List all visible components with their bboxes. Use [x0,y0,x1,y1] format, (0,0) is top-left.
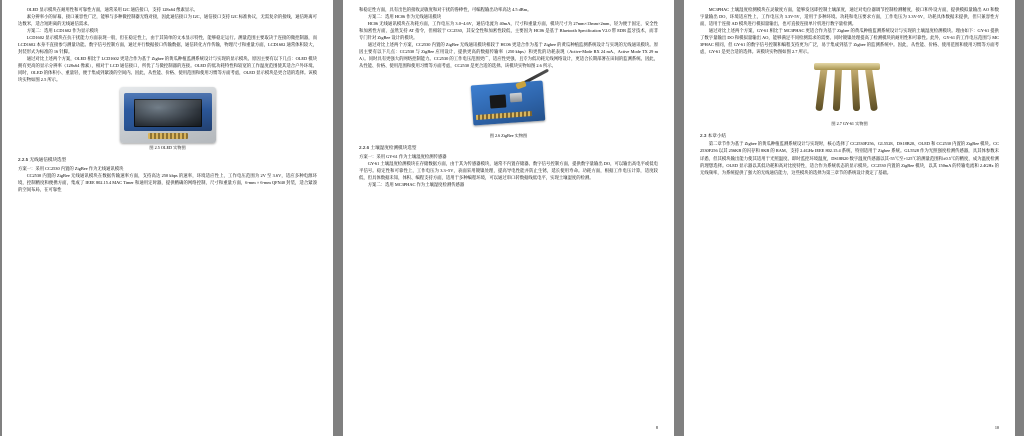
paragraph: 和稳定性方面，具有出色的接收灵敏度和对干扰的鲁棒性，可编程输出功率高达 4.5 dBm。 [359,7,532,12]
paragraph: CC2530 内置的 ZigBee 无线通讯模块在数据传输速率方面，支持高达 250 kbps 的速率，环境适应性上，工作电压范围为 2V 至 3.6V，适应多种电源环境，控制精度和便携方面，集成了 IEEE 802.15.4 MAC Timer 和通用定时器，提供精确的网络控制，尺寸和重量方面，6-mm × 6-mm QFN40 封装，适合紧凑的空间布局，在可靠性 [18,172,317,192]
paragraph: LCD1602 显示模块在抗干扰能力方面表现一般，但在稳定性上，由于其简单的文本显示特性，能够稳定运行。测量范围主要取决于连接的微控制器，而 LCD1602 本身不直接参与测量功能。数字信号控制方面，通过并行数据接口传输数据，通信转化方作传输，物理尺寸和重量方面，LCD1602 通常体积较大，封装形式为标准的 16 针脚。 [18,35,317,55]
paragraph: MC3PHAC 土壤湿度检测模块在灵敏度方面，能够发送即控制土壤深度，通过对电位器调节控制检测精度，接口和外设方面，提供模拟量输出 AO 和数字量输出 DO，环境适应性上，工作电压为 3.3V-5V，适用于多种环境。功耗和电压要求方面，工作电压为 3.3V-5V，功耗具体数据未提供，但只兼容性方面，适用于连接 AD 模块进行模拟量输出，也可直接连接单片机进行数字量检测。 [700,7,999,27]
paragraph: 方案二：选用 HC06 作为无线通讯模块 [367,14,442,20]
probe-spike [865,69,878,112]
figure-oled [18,87,317,152]
gy61-probe-photo [800,59,900,119]
section-heading: 2.3 本章小结 [700,133,727,139]
page-number: 8 [655,425,658,431]
paragraph: 通过对比上述两个方案，CC2530 内置的 ZigBee 无线通讯模块相较于 HC06 更适合作为基于 Zigbee 的黄瓜种植监测系统设计与实现的无线通讯模块。原因主要有以下几点：CC2530 与 ZigBee 应用设计，提供更高的数据传输率（250 kbps）和更优的功耗表现（Active-Mode RX 24 mA、Active Mode TX 29 mA）。同时具有更强大的网络控制能力。CC2530 的工作电压范围更广，适应性更强，且专为低功耗无线网络设计，更适合长期部署在田间的监测系统。因此，从性能、价格、使用范围和使用习惯等方面考虑，CC2530 是更合适的选择。该模块实物如图 2.6 所示。 [359,42,658,69]
oled-module-photo [120,87,216,143]
zigbee-module-photo [464,73,554,131]
figure-caption: 图 2.6 ZigBee 实物图 [489,133,528,139]
figure-caption: 图 2.5 OLED 实物图 [149,145,186,151]
document-page-3 [684,0,1015,436]
paragraph: 通过对比上述两个方案，OLED 相比于 LCD1602 更适合作为基于 Zigbee 的黄瓜种植监测系统设计与实现的显示模块。原因主要有以下几点：OLED 模块拥有更高的显示分辨率（128x64 像素），相对于 LCD 通信接口，所优了与微控制器的连接。OLED 的低功耗特性和较宽的工作温度范围使其适合户外环境。同时，OLED 的体积小、重量轻，便于集成到紧凑的空间内。因此，从性能、价格、使用范围和使用习惯等方面考虑，OLED 显示模块是更合适的选择。该模块实物如图 2.5 所示。 [18,56,317,83]
probe-spike [815,67,827,112]
paragraph: GY-61 土壤湿度检测模块在存储数据方面，由于其为传感器模块，通常不内置存储器。数字信号控制方面，提供数字量输出 DO，可以输出高电平或低电平信号。稳定性和可靠性上，工作电压为 3.3~5V，表面采用镀镍处理，提高导电性能并防止生锈，延长使用寿命。功耗方面，根据工作电压计算，适度较低，但具体数据未知，体积、编程支持方面，适用于多种编程环境，可以通过串口转数据线低电平，实现土壤湿度的检测。 [359,160,658,180]
page-number: 10 [994,425,999,431]
section-heading: 2.2.5 无线通信模块选型 [18,157,67,163]
paragraph: 素分辨率小的屏幕，接口兼容性广泛，能够与多种微控制器无缝对接，因此通信接口为 I2C，通信接口支持 I2C 标准协议，无需复杂的接线，通信距离可达数米，适合短距离的无线通信需求。 [18,14,317,27]
document-page-1 [2,0,333,436]
paragraph: OLED 显示模块在耐用性和可靠性方面，通常采用 I2C 通信接口，支持 128x64 像素显示。 [26,7,198,12]
probe-spike [850,67,859,111]
paragraph: 通过对比上述两个方案，GY-61 相比于 MC3PHAC 更适合作为基于 Zigbee 的黄瓜种植监测系统设计与实现的土壤湿度检测模块。理由如下：GY-61 提供了数字量输出 DO 和模拟量输出 AO，能够满足不同检测需求的需要。同时镀镍处理提高了检测模块的耐用性和可靠性。此外，GY-61 的工作电压范围与 MC3PHAC 相同，但 GY-61 的数字信号控制和编程支持更为广泛，易于集成到基于 Zigbee 的监测系统中。因此，从性能、价格、使用范围和使用习惯等方面考虑，GY-61 是更合适的选择。该模块实物图如图 2.7 所示。 [700,28,999,55]
paragraph: 第二章节作为基于 Zigbee 的黄瓜种植监测系统设计与实现时，核心选择了 CC2530F256、GL5528、DS18B20、OLED 和 CC2530 内置的 ZigBee 模块。CC2530F256 以其 256KB 的闪存和 8KB 的 RAM、支持 2.4GHz IEEE 802.15.4 系统，特别适用于 Zigbee 系统。GL5528 作为光照强度检测传感器，具其体参数未详悉，但其模块输出能力使其适用于光照温度、即时监控环境温度，DS18B20 数字温度传感器以其-55℃至+125℃的测量范围和±0.5℃的精度，成为温度检测的理想选择。OLED 显示器以其低功耗和高对比度特性，适合作为系统状态的显示模块。CC2530 内置的 ZigBee 模块，以其 150mA 的传输电流和 2.4GHz 的无线频率，为系统提供了强大的无线通信能力，这些模块的选择为第三章节的系统设计奠定了基础。 [700,141,999,175]
probe-spike [832,65,841,111]
paragraph: 方案一：采用 CC2530 内置的 ZigBee 作为无线通讯模块 [18,165,124,171]
paragraph: HC06 无线通讯模块在功耗方面，工作电压为 3.0~4.6V，通信电流为 40mA，尺寸和重量方面，模块尺寸为 27mm×13mm×2mm，轻为便于固定，安全性和加密性方面，虽然支持 AT 指令，但相较于 CC2530，其安全性和加密性较低，主要因为 HC06 是基于 Bluetooth Specification V2.0 带 EDR 蓝牙技术，而非专门针对 ZigBee 设计的模块。 [359,21,658,41]
figure-caption: 图 2.7 GY-61 实物图 [831,121,868,127]
figure-gy61 [700,59,999,128]
figure-zigbee [359,73,658,140]
paragraph: 方案二：选用 LCD1602 作为显示模块 [26,28,99,34]
zigbee-chip [489,95,506,109]
paragraph: 方案一：采用 GY-61 作为土壤湿度检测传感器 [359,153,447,159]
document-page-2 [343,0,674,436]
oled-glare [120,87,216,109]
oled-pin-header [148,133,188,139]
paragraph: 方案二：选用 MC3PHAC 作为土壤湿度检测传感器 [367,181,465,187]
probe-cap [814,63,880,70]
section-heading: 2.2.6 土壤湿度检测模块选型 [359,145,417,151]
zigbee-shield-can [509,93,522,103]
